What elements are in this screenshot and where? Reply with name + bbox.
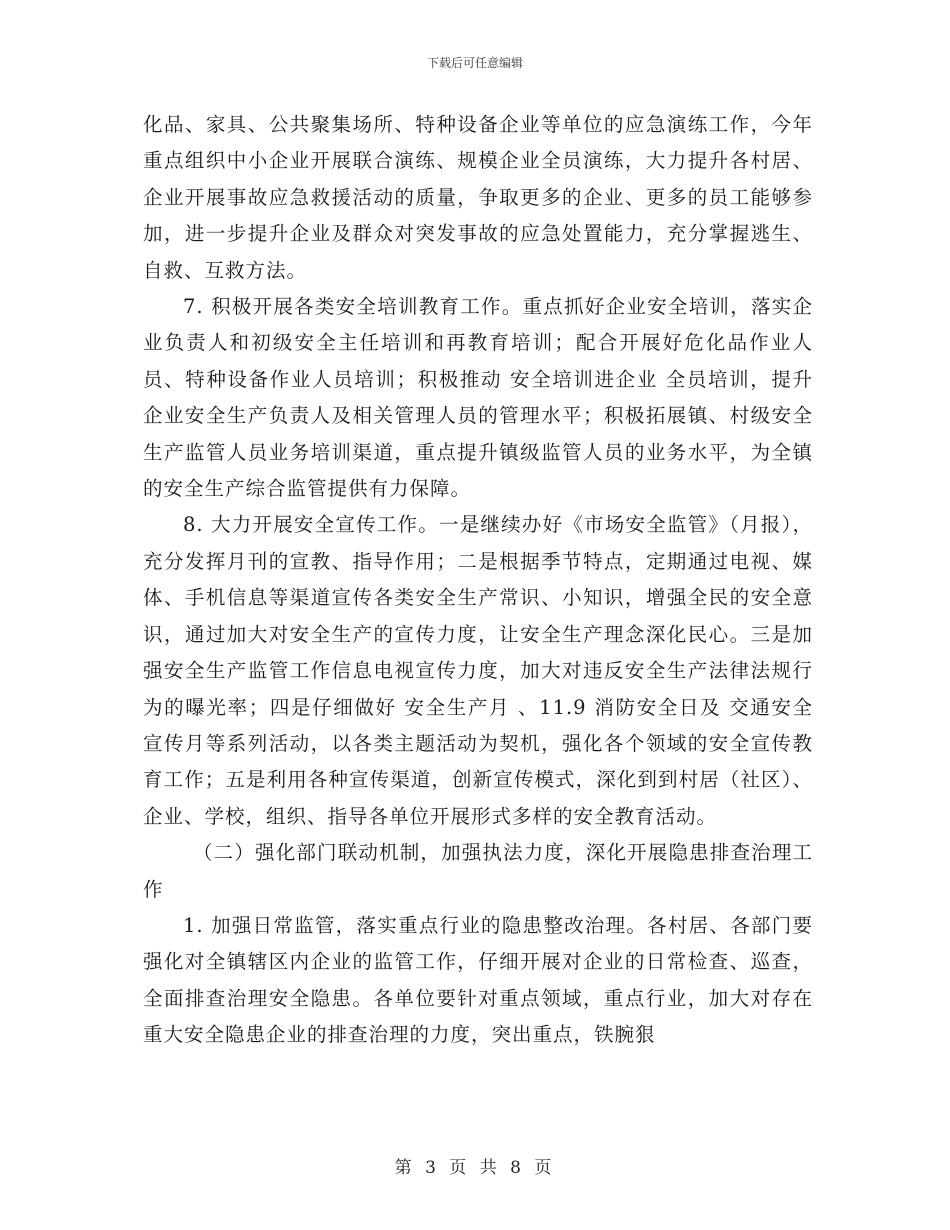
paragraph-item-1-supervision: 1. 加强日常监管，落实重点行业的隐患整改治理。各村居、各部门要强化对全镇辖区内企业的监管工作，仔细开展对企业的日常检查、巡查，全面排查治理安全隐患。各单位要针对重点领域，重点行业，加大对存在重大安全隐患企业的排查治理的力度，突出重点，铁腕狠 — [143, 913, 813, 1047]
page-header-note: 下载后可任意编辑 — [426, 56, 523, 70]
paragraph-item-8-publicity: 8. 大力开展安全宣传工作。一是继续办好《市场安全监管》（月报），充分发挥月刊的宣教、指导作用；二是根据季节特点，定期通过电视、媒体、手机信息等渠道宣传各类安全生产常识、小知识，增强全民的安全意识，通过加大对安全生产的宣传力度，让安全生产理念深化民心。三是加强安全生产监管工作信息电视宣传力度，加大对违反安全生产法律法规行为的曝光率；四是仔细做好 安全生产月 、11.9 消防安全日及 交通安全 宣传月等系列活动，以各类主题活动为契机，强化各个领域的安全宣传教育工作；五是利用各种宣传渠道，创新宣传模式，深化到到村居（社区）、企业、学校，组织、指导各单位开展形式多样的安全教育活动。 — [143, 513, 813, 828]
paragraph-drill-continuation: 化品、家具、公共聚集场所、特种设备企业等单位的应急演练工作，今年重点组织中小企业开展联合演练、规模企业全员演练，大力提升各村居、企业开展事故应急救援活动的质量，争取更多的企业、更多的员工能够参加，进一步提升企业及群众对突发事故的应急处置能力，充分掌握逃生、自救、互救方法。 — [143, 113, 813, 282]
document-body — [143, 107, 813, 1054]
section-heading-2: （二）强化部门联动机制，加强执法力度，深化开展隐患排查治理工作 — [143, 841, 813, 901]
paragraph-item-7-training: 7. 积极开展各类安全培训教育工作。重点抓好企业安全培训，落实企业负责人和初级安全主任培训和再教育培训；配合开展好危化品作业人员、特种设备作业人员培训；积极推动 安全培训进企业 全员培训，提升企业安全生产负责人及相关管理人员的管理水平；积极拓展镇、村级安全生产监管人员业务培训渠道，重点提升镇级监管人员的业务水平，为全镇的安全生产综合监管提供有力保障。 — [143, 295, 813, 501]
page-number-footer: 第 3 页 共 8 页 — [394, 1158, 556, 1178]
